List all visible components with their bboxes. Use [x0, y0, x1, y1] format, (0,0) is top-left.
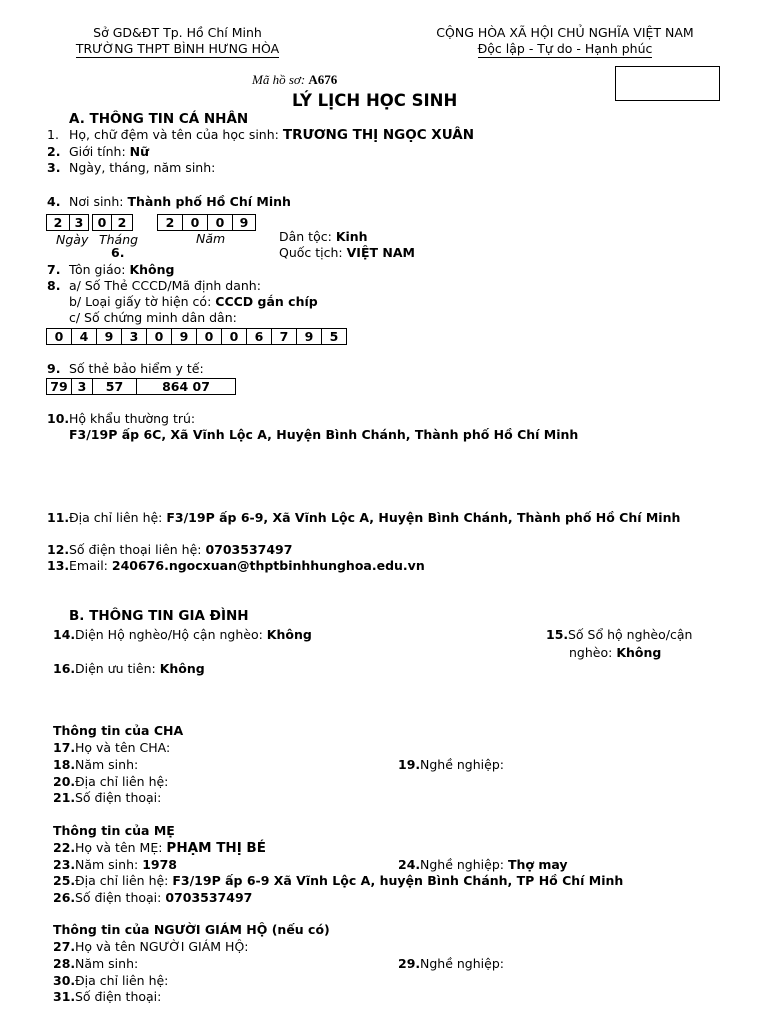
field-father-name: 17.Họ và tên CHA:: [53, 740, 171, 755]
dob-cell: 0: [182, 214, 208, 231]
id-type-value: CCCD gắn chíp: [215, 294, 318, 309]
id-digit-cell: 9: [171, 328, 197, 345]
dob-day-label: Ngày: [56, 232, 89, 247]
insurance-cell: 3: [71, 378, 93, 395]
field-nationality: Quốc tịch: VIỆT NAM: [279, 245, 415, 260]
file-code-value: A676: [308, 72, 338, 87]
residence-value: F3/19P ấp 6C, Xã Vĩnh Lộc A, Huyện Bình Chánh, Thành phố Hồ Chí Minh: [69, 427, 579, 442]
id-digit-cell: 0: [46, 328, 72, 345]
field-religion: 7. Tôn giáo: Không: [47, 262, 175, 277]
id-digit-cell: 4: [71, 328, 97, 345]
mother-name-value: PHẠM THỊ BÉ: [166, 840, 266, 856]
ethnicity-value: Kinh: [335, 229, 368, 244]
id-number-cells: [46, 328, 347, 345]
id-digit-cell: 0: [221, 328, 247, 345]
dob-cell: 0: [207, 214, 233, 231]
field-student-name: 1. Họ, chữ đệm và tên của học sinh: TRƯƠNG THỊ NGỌC XUÂN: [47, 127, 475, 143]
mother-phone-value: 0703537497: [165, 890, 253, 905]
phone-value: 0703537497: [205, 542, 293, 557]
id-digit-cell: 9: [296, 328, 322, 345]
field-father-job: 19.Nghề nghiệp:: [398, 757, 504, 772]
page-title: LÝ LỊCH HỌC SINH: [292, 91, 458, 110]
poverty-status-value: Không: [266, 627, 312, 642]
field-guardian-address: 30.Địa chỉ liên hệ:: [53, 973, 169, 988]
field-contact-address: 11.Địa chỉ liên hệ: F3/19P ấp 6-9, Xã Vĩnh Lộc A, Huyện Bình Chánh, Thành phố Hồ Chí Minh: [47, 510, 681, 525]
section-a-heading: A. THÔNG TIN CÁ NHÂN: [69, 111, 249, 127]
insurance-cell: 864 07: [136, 378, 236, 395]
nationality-value: VIỆT NAM: [346, 245, 415, 260]
dob-month-label: Tháng: [99, 232, 139, 247]
field-residence: 10.Hộ khẩu thường trú:: [47, 411, 196, 426]
field-ethnicity: Dân tộc: Kinh: [279, 229, 368, 244]
mother-birth-year-value: 1978: [142, 857, 177, 872]
birthplace-value: Thành phố Hồ Chí Minh: [127, 194, 291, 209]
dob-day-cells: [46, 214, 89, 231]
field-priority: 16.Diện ưu tiên: Không: [53, 661, 205, 676]
field-mother-address: 25.Địa chỉ liên hệ: F3/19P ấp 6-9 Xã Vĩnh Lộc A, huyện Bình Chánh, TP Hồ Chí Minh: [53, 873, 624, 888]
dob-cell: 2: [111, 214, 133, 231]
dob-cell: 9: [232, 214, 256, 231]
id-digit-cell: 7: [271, 328, 297, 345]
mother-heading: Thông tin của MẸ: [53, 823, 175, 838]
student-name-value: TRƯƠNG THỊ NGỌC XUÂN: [282, 127, 475, 143]
religion-value: Không: [129, 262, 175, 277]
field-6-number: 6.: [111, 245, 125, 260]
photo-box: [615, 66, 720, 101]
id-digit-cell: 6: [246, 328, 272, 345]
header-left: [70, 25, 285, 58]
id-digit-cell: 5: [321, 328, 347, 345]
insurance-cells: [46, 378, 236, 395]
nation-motto: Độc lập - Tự do - Hạnh phúc: [477, 41, 653, 56]
field-insurance: 9. Số thẻ bảo hiểm y tế:: [47, 361, 204, 376]
field-father-address: 20.Địa chỉ liên hệ:: [53, 774, 169, 789]
email-value: 240676.ngocxuan@thptbinhhunghoa.edu.vn: [111, 558, 425, 573]
school-name: TRƯỜNG THPT BÌNH HƯNG HÒA: [75, 41, 280, 56]
insurance-cell: 57: [92, 378, 137, 395]
field-phone: 12.Số điện thoại liên hệ: 0703537497: [47, 542, 293, 557]
guardian-heading: Thông tin của NGƯỜI GIÁM HỘ (nếu có): [53, 922, 330, 937]
field-mother-birth-year: 23.Năm sinh: 1978: [53, 857, 177, 872]
field-guardian-birth-year: 28.Năm sinh:: [53, 956, 139, 971]
header-right: [425, 25, 705, 58]
file-code-label: Mã hồ sơ:: [252, 72, 306, 87]
dob-cell: 2: [157, 214, 183, 231]
mother-address-value: F3/19P ấp 6-9 Xã Vĩnh Lộc A, huyện Bình Chánh, TP Hồ Chí Minh: [172, 873, 624, 888]
field-poverty-book: 15.Số Sổ hộ nghèo/cận: [546, 627, 693, 642]
section-b-heading: B. THÔNG TIN GIA ĐÌNH: [69, 608, 249, 624]
field-mother-job: 24.Nghề nghiệp: Thợ may: [398, 857, 568, 872]
department-name: Sở GD&ĐT Tp. Hồ Chí Minh: [93, 25, 262, 40]
gender-value: Nữ: [129, 144, 150, 159]
field-id-number-label: c/ Số chứng minh dân dân:: [69, 310, 237, 325]
field-guardian-name: 27.Họ và tên NGƯỜI GIÁM HỘ:: [53, 939, 249, 954]
nation-name: CỘNG HÒA XÃ HỘI CHỦ NGHĨA VIỆT NAM: [436, 25, 694, 40]
field-poverty-status: 14.Diện Hộ nghèo/Hộ cận nghèo: Không: [53, 627, 312, 642]
field-dob: 3. Ngày, tháng, năm sinh:: [47, 160, 216, 175]
dob-month-cells: [92, 214, 133, 231]
field-mother-phone: 26.Số điện thoại: 0703537497: [53, 890, 253, 905]
dob-cell: 2: [46, 214, 70, 231]
field-gender: 2. Giới tính: Nữ: [47, 144, 150, 159]
id-digit-cell: 3: [121, 328, 147, 345]
id-digit-cell: 9: [96, 328, 122, 345]
field-guardian-job: 29.Nghề nghiệp:: [398, 956, 504, 971]
contact-address-value: F3/19P ấp 6-9, Xã Vĩnh Lộc A, Huyện Bình Chánh, Thành phố Hồ Chí Minh: [166, 510, 681, 525]
dob-cell: 3: [69, 214, 89, 231]
field-id-type: b/ Loại giấy tờ hiện có: CCCD gắn chíp: [69, 294, 318, 309]
id-digit-cell: 0: [196, 328, 222, 345]
field-birthplace: 4. Nơi sinh: Thành phố Hồ Chí Minh: [47, 194, 291, 209]
field-poverty-book-line2: nghèo: Không: [569, 645, 662, 660]
dob-cell: 0: [92, 214, 112, 231]
field-mother-name: 22.Họ và tên MẸ: PHẠM THỊ BÉ: [53, 840, 266, 856]
file-code: [252, 72, 337, 88]
field-guardian-phone: 31.Số điện thoại:: [53, 989, 162, 1004]
field-email: 13.Email: 240676.ngocxuan@thptbinhhunghoa.edu.vn: [47, 558, 425, 573]
id-digit-cell: 0: [146, 328, 172, 345]
mother-job-value: Thợ may: [507, 857, 568, 872]
dob-year-label: Năm: [196, 231, 226, 246]
insurance-cell: 79: [46, 378, 72, 395]
dob-year-cells: [157, 214, 256, 231]
field-id-card: 8. a/ Số Thẻ CCCD/Mã định danh:: [47, 278, 261, 293]
field-father-birth-year: 18.Năm sinh:: [53, 757, 139, 772]
priority-value: Không: [159, 661, 205, 676]
poverty-book-value: Không: [616, 645, 662, 660]
field-father-phone: 21.Số điện thoại:: [53, 790, 162, 805]
father-heading: Thông tin của CHA: [53, 723, 184, 738]
